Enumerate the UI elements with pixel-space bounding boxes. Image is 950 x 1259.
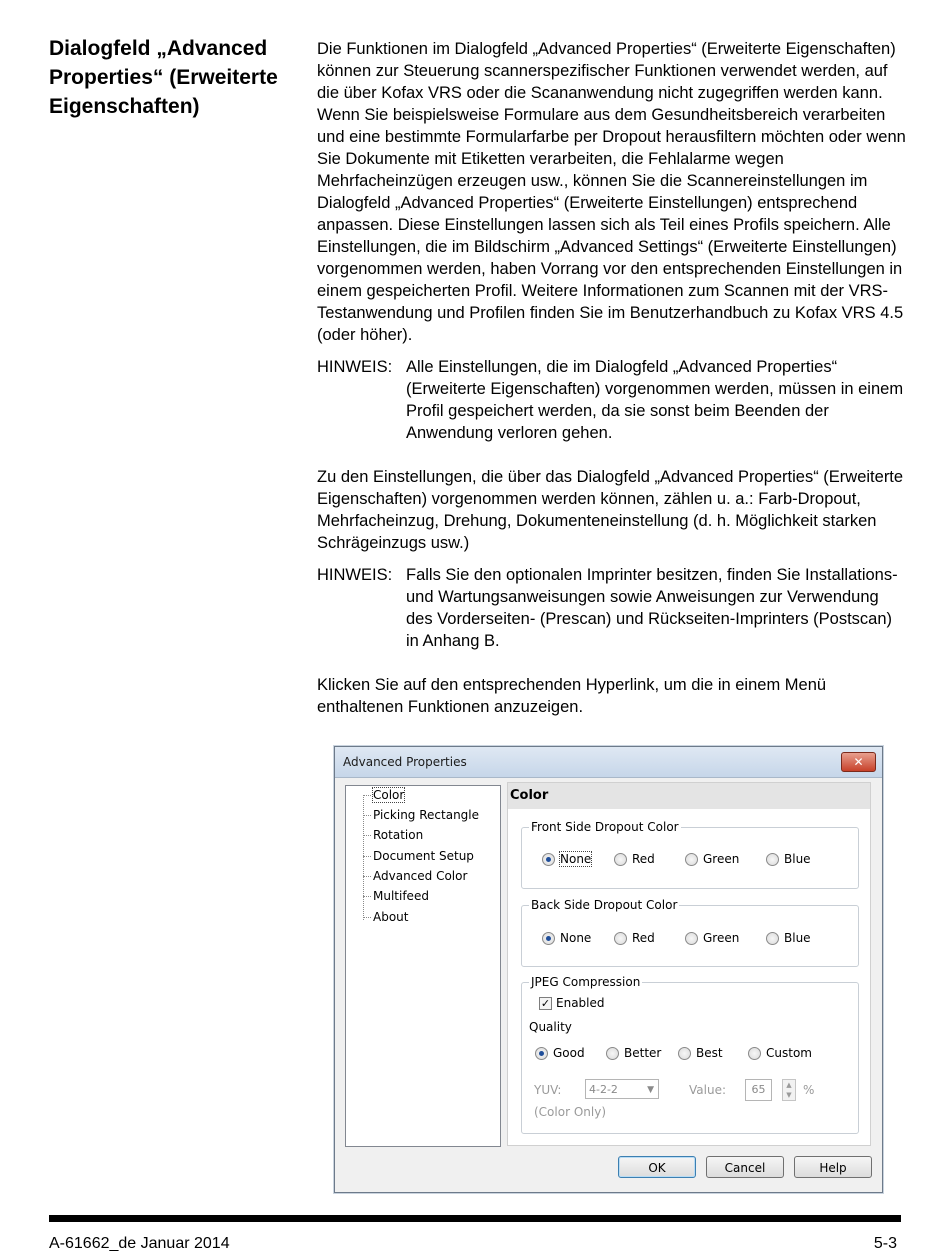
yuv-label: YUV: [534, 1083, 562, 1097]
spin-down-icon[interactable]: ▼ [786, 1091, 792, 1099]
note-2 [317, 564, 907, 652]
page-number: 5-3 [873, 1235, 897, 1252]
tree-item-color[interactable] [373, 786, 404, 804]
front-dropout-group [521, 820, 859, 889]
group-label: JPEG Compression [531, 975, 641, 989]
tree-item-label: Multifeed [373, 889, 429, 903]
tree-item-advanced-color[interactable] [373, 867, 467, 885]
intro-paragraph: Die Funktionen im Dialogfeld „Advanced Properties“ (Erweiterte Eigenschaften) können zur Steuerung scannerspezifischer Funktionen verwendet werden, auf die über Kofax VRS oder die Scananwendung nicht zugegriffen werden kann. Wenn Sie beispielsweise Formulare aus dem Gesundheitsbereich verarbeiten und eine bestimmte Formularfarbe per Dropout herausfiltern möchten oder wenn Sie Dokumente mit Etiketten verarbeiten, die Fehlalarme wegen Mehrfacheinzügen erzeugen usw., können Sie die Scannereinstellungen im Dialogfeld „Advanced Properties“ (Erweiterte Einstellungen) entsprechend anpassen. Diese Einstellungen lassen sich als Teil eines Profils speichern. Alle Einstellungen, die im Bildschirm „Advanced Settings“ (Erweiterte Einstellungen) vorgenommen werden, haben Vorrang vor den entsprechenden Einstellungen in einem gespeicherten Profil. Weitere Informationen zum Scannen mit der VRS-Testanwendung und Profilen finden Sie im Benutzerhandbuch zu Kofax VRS 4.5 (oder höher). [317, 40, 906, 344]
note-1 [317, 356, 907, 444]
tree-item-label: Picking Rectangle [373, 808, 480, 822]
quality-best-radio[interactable]: Best [678, 1044, 723, 1062]
value-spinner[interactable] [782, 1079, 796, 1101]
back-blue-radio[interactable]: Blue [766, 929, 811, 947]
settings-panel [507, 782, 871, 1146]
enabled-checkbox-row[interactable] [539, 996, 605, 1010]
footer-rule [49, 1215, 901, 1222]
tree-item-document-setup[interactable] [373, 847, 474, 865]
dialog-title: Advanced Properties [343, 755, 467, 769]
settings-paragraph: Zu den Einstellungen, die über das Dialogfeld „Advanced Properties“ (Erweiterte Eigenschaften) vorgenommen werden können, zählen u. a.: Farb-Dropout, Mehrfacheinzug, Drehung, Dokumenteneinstellung (d. h. Möglichkeit starken Schrägeinzugs usw.) [317, 468, 904, 552]
dialog-titlebar[interactable] [335, 747, 882, 778]
chevron-down-icon: ▼ [647, 1085, 654, 1095]
quality-label: Quality [529, 1020, 572, 1034]
back-dropout-group [521, 898, 859, 967]
front-blue-radio[interactable]: Blue [766, 850, 811, 868]
front-green-radio[interactable]: Green [685, 850, 739, 868]
jpeg-compression-group [521, 975, 859, 1134]
hyperlink-paragraph: Klicken Sie auf den entsprechenden Hyperlink, um die in einem Menü enthaltenen Funktionen anzuzeigen. [317, 676, 827, 716]
note-text: Alle Einstellungen, die im Dialogfeld „Advanced Properties“ (Erweiterte Eigenschaften) vorgenommen werden, müssen in einem Profil gespeichert werden, da sie sonst beim Beenden der Anwendung verloren gehen. [406, 358, 904, 442]
group-label: Front Side Dropout Color [531, 820, 679, 834]
tree-item-rotation[interactable] [373, 826, 423, 844]
front-none-radio[interactable]: None [542, 850, 591, 868]
tree-item-about[interactable] [373, 908, 408, 926]
help-button[interactable]: Help [794, 1156, 872, 1178]
value-label: Value: [689, 1083, 726, 1097]
note-label: HINWEIS: [317, 566, 393, 584]
section-heading: Dialogfeld „Advanced Properties“ (Erweiterte Eigenschaften) [49, 37, 278, 118]
ok-button[interactable]: OK [618, 1156, 696, 1178]
tree-item-label: Rotation [373, 828, 424, 842]
color-only-note: (Color Only) [534, 1105, 606, 1119]
spin-up-icon[interactable]: ▲ [786, 1081, 792, 1089]
quality-custom-radio[interactable]: Custom [748, 1044, 812, 1062]
front-red-radio[interactable]: Red [614, 850, 655, 868]
tree-item-multifeed[interactable] [373, 887, 429, 905]
back-green-radio[interactable]: Green [685, 929, 739, 947]
tree-item-picking-rectangle[interactable] [373, 806, 479, 824]
tree-item-label: Advanced Color [373, 869, 468, 883]
tree-item-label: Color [373, 788, 405, 802]
main-content [317, 38, 907, 728]
close-button[interactable] [841, 752, 876, 772]
enabled-checkbox[interactable]: ✓ [540, 996, 551, 1010]
tree-item-label: About [373, 910, 409, 924]
yuv-value: 4-2-2 [589, 1083, 618, 1096]
footer-doc-id: A-61662_de Januar 2014 [49, 1235, 230, 1252]
back-red-radio[interactable]: Red [614, 929, 655, 947]
quality-good-radio[interactable]: Good [535, 1044, 585, 1062]
navigation-tree [345, 785, 501, 1147]
group-label: Back Side Dropout Color [531, 898, 678, 912]
quality-better-radio[interactable]: Better [606, 1044, 661, 1062]
value-field[interactable]: 65 [745, 1079, 772, 1101]
back-none-radio[interactable]: None [542, 929, 591, 947]
note-label: HINWEIS: [317, 358, 393, 376]
advanced-properties-dialog [334, 746, 883, 1193]
note-text: Falls Sie den optionalen Imprinter besitzen, finden Sie Installations- und Wartungsanweisungen sowie Anweisungen zur Verwendung des Vorderseiten- (Prescan) und Rückseiten-Imprinters (Postscan) in Anhang B. [406, 566, 898, 650]
enabled-label: Enabled [556, 996, 605, 1010]
panel-title: Color [508, 783, 870, 809]
close-icon: ✕ [853, 755, 864, 769]
tree-connector-line [363, 795, 364, 920]
yuv-select[interactable] [585, 1079, 659, 1099]
cancel-button[interactable]: Cancel [706, 1156, 784, 1178]
percent-label: % [803, 1083, 815, 1097]
tree-item-label: Document Setup [373, 849, 474, 863]
